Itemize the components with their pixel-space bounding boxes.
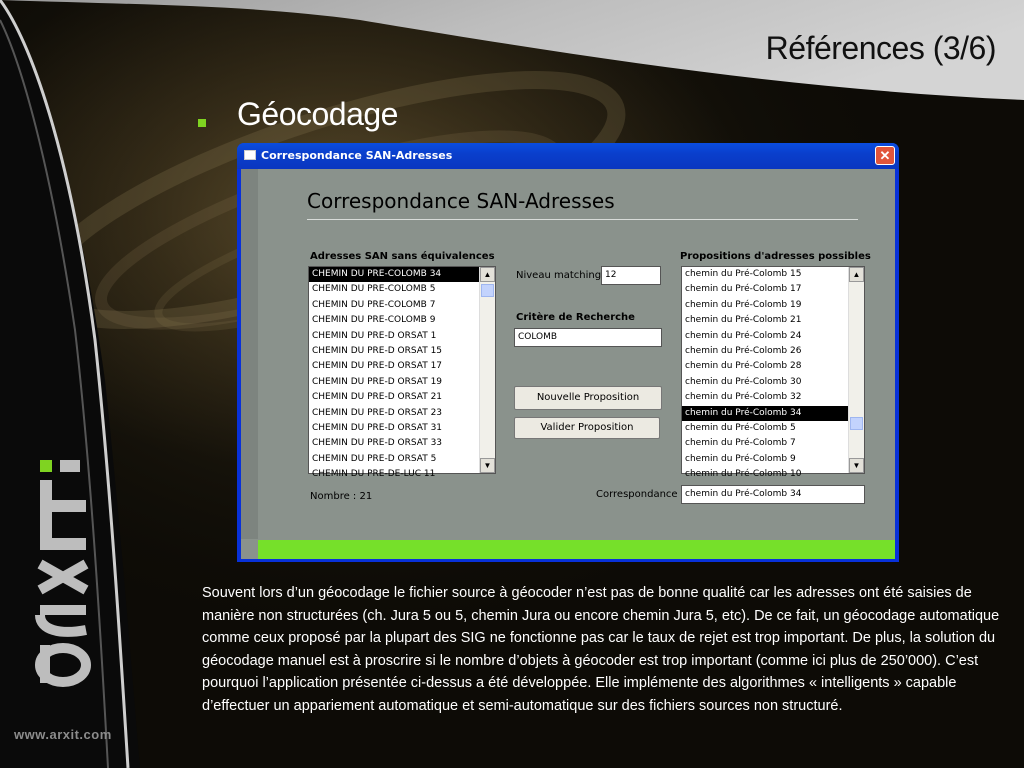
new-proposal-button[interactable]: Nouvelle Proposition: [514, 386, 662, 410]
scroll-up-arrow-icon[interactable]: ▲: [480, 267, 495, 282]
search-criteria-field[interactable]: COLOMB: [514, 328, 662, 347]
right_list-item[interactable]: chemin du Pré-Colomb 28: [685, 361, 802, 372]
right_list-item[interactable]: chemin du Pré-Colomb 30: [685, 376, 802, 387]
bullet-heading: Géocodage: [237, 96, 398, 132]
matching-label: Niveau matching: [516, 270, 602, 281]
right_list-item[interactable]: chemin du Pré-Colomb 19: [685, 299, 802, 310]
left_list-item[interactable]: CHEMIN DU PRE-D ORSAT 15: [312, 345, 443, 356]
left-list-scrollbar[interactable]: [479, 267, 495, 473]
right-list-label: Propositions d'adresses possibles: [680, 251, 871, 262]
website-url: www.arxit.com: [14, 727, 112, 742]
bullet-marker: [198, 119, 206, 127]
right_list-item[interactable]: chemin du Pré-Colomb 17: [685, 284, 802, 295]
left_list-item[interactable]: CHEMIN DU PRE-D ORSAT 23: [312, 407, 443, 418]
right_list-item[interactable]: chemin du Pré-Colomb 9: [685, 453, 796, 464]
count-value: 21: [359, 491, 373, 502]
right_list-item[interactable]: chemin du Pré-Colomb 21: [685, 315, 802, 326]
left_list-item[interactable]: CHEMIN DU PRE-COLOMB 9: [312, 315, 436, 326]
right-list-scrollbar[interactable]: [848, 267, 864, 473]
right_list-item[interactable]: chemin du Pré-Colomb 15: [685, 269, 802, 279]
proposed-address-list[interactable]: [681, 266, 865, 480]
left_list-item[interactable]: CHEMIN DU PRE-D ORSAT 5: [312, 453, 437, 464]
correspondance-field[interactable]: chemin du Pré-Colomb 34: [681, 485, 865, 504]
close-button[interactable]: ✕: [875, 146, 895, 165]
left_list-item[interactable]: CHEMIN DU PRE-D ORSAT 21: [312, 392, 443, 403]
left_list-item[interactable]: CHEMIN DU PRE-D ORSAT 1: [312, 330, 437, 341]
scroll-thumb[interactable]: [850, 417, 863, 430]
right_list-item[interactable]: chemin du Pré-Colomb 24: [685, 330, 802, 341]
form-heading: Correspondance SAN-Adresses: [307, 189, 615, 213]
count-label-text: Nombre :: [310, 491, 357, 502]
left_list-item[interactable]: CHEMIN DU PRE-COLOMB 7: [312, 299, 436, 310]
app-window: [237, 143, 899, 562]
right_list-item[interactable]: chemin du Pré-Colomb 10: [685, 469, 802, 480]
matching-level-field[interactable]: 12: [601, 266, 661, 285]
right_list-item[interactable]: chemin du Pré-Colomb 26: [685, 345, 802, 356]
status-green-bar: [258, 540, 895, 559]
left-list-label: Adresses SAN sans équivalences: [310, 251, 495, 262]
criteria-label: Critère de Recherche: [516, 312, 635, 323]
correspondance-label: Correspondance: [596, 489, 678, 500]
right_list-item[interactable]: chemin du Pré-Colomb 7: [685, 438, 796, 449]
left_list-item[interactable]: CHEMIN DU PRE-D ORSAT 19: [312, 376, 443, 387]
right_list-item[interactable]: chemin du Pré-Colomb 34: [682, 406, 864, 421]
window-titlebar[interactable]: [237, 143, 899, 169]
left_list-item[interactable]: CHEMIN DU PRE-D ORSAT 31: [312, 422, 443, 433]
window-body: [241, 169, 895, 559]
left_list-item[interactable]: CHEMIN DU PRE-COLOMB 34: [309, 267, 495, 282]
arxit-logo: [20, 440, 110, 700]
description-paragraph: Souvent lors d’un géocodage le fichier source à géocoder n’est pas de bonne qualité car les adresses ont été saisies de manière non structurées (ch. Jura 5 ou 5, chemin Jura ou encore chemin Jura 5, etc). De ce fait, un géocodage automatique comme ceux proposé par la plupart des SIG ne fonctionne pas car le taux de rejet est trop important. De plus, la solution du géocodage manuel est à proscrire si le nombre d’objets à géocoder est trop important (comme ici plus de 250’000). C’est pourquoi l’application présentée ci-dessus a été développée. Elle implémente des algorithmes « intelligents » capable d’effectuer un appariement automatique et semi-automatique sur des fichiers sources non structuré.: [202, 585, 1000, 714]
left_list-item[interactable]: CHEMIN DU PRE-D ORSAT 17: [312, 361, 443, 372]
scroll-up-arrow-icon[interactable]: ▲: [849, 267, 864, 282]
slide-title: Références (3/6): [765, 30, 996, 66]
window-title: Correspondance SAN-Adresses: [261, 149, 453, 162]
count-label: [310, 491, 372, 502]
form-icon: [244, 150, 256, 160]
right_list-item[interactable]: chemin du Pré-Colomb 5: [685, 422, 796, 433]
record-selector-strip: [241, 169, 258, 539]
scroll-down-arrow-icon[interactable]: ▼: [480, 458, 495, 473]
san-address-list[interactable]: [308, 266, 496, 480]
scroll-down-arrow-icon[interactable]: ▼: [849, 458, 864, 473]
heading-divider: [307, 219, 858, 220]
validate-proposal-button[interactable]: Valider Proposition: [514, 417, 660, 439]
right_list-item[interactable]: chemin du Pré-Colomb 32: [685, 392, 802, 403]
left_list-item[interactable]: CHEMIN DU PRE-COLOMB 5: [312, 284, 436, 295]
left_list-item[interactable]: CHEMIN DU PRE-D ORSAT 33: [312, 438, 443, 449]
scroll-thumb[interactable]: [481, 284, 494, 297]
left_list-item[interactable]: CHEMIN DU PRE-DE-LUC 11: [312, 469, 436, 480]
